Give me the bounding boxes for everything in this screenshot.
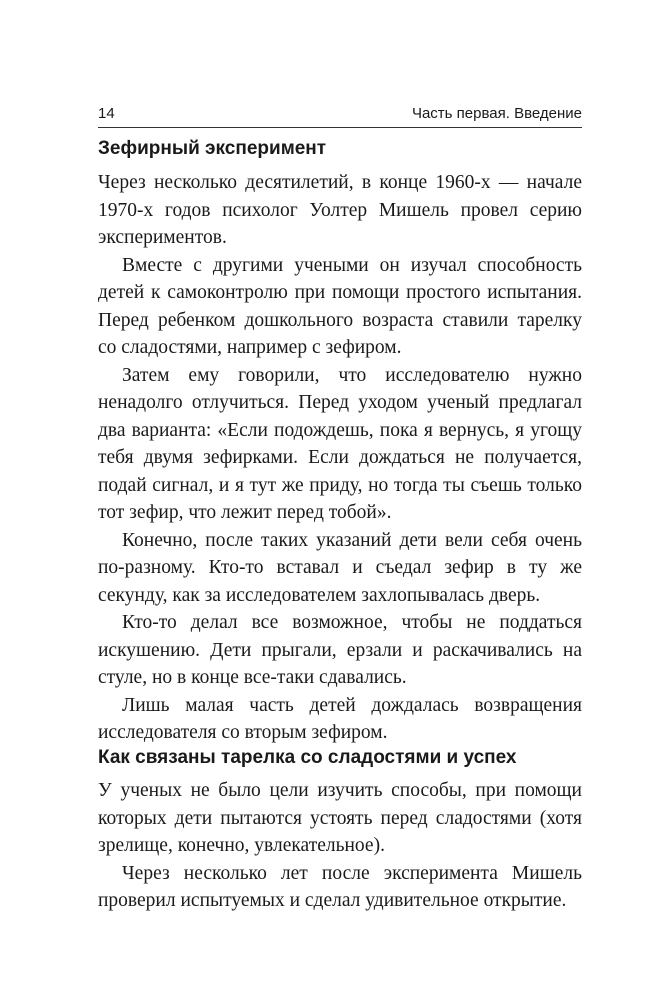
section-heading: Как связаны тарелка со сладостями и успех [98, 747, 517, 768]
paragraph: Через несколько лет после эксперимента Мишель проверил испытуемых и сделал удивительное открытие. [98, 862, 582, 911]
paragraph: Затем ему говорили, что исследователю нужно ненадолго отлучиться. Перед уходом ученый предлагал два варианта: «Если подождешь, пока я вернусь, я угощу тебя двумя зефирками. Если дождаться не получается, подай сигнал, и я тут же приду, но тогда ты съешь только тот зефир, что лежит перед тобой». [98, 364, 582, 523]
section-body [98, 777, 582, 915]
page-number: 14 [98, 105, 115, 122]
running-head [98, 101, 582, 128]
section-heading: Зефирный эксперимент [98, 138, 327, 159]
paragraph: Лишь малая часть детей дождалась возвращения исследователя со вторым зефиром. [98, 694, 582, 743]
section-body [98, 169, 582, 747]
paragraph: Через несколько десятилетий, в конце 1960-х — начале 1970-х годов психолог Уолтер Мишель провел серию экспериментов. [98, 172, 582, 248]
paragraph: Вместе с другими учеными он изучал способность детей к самоконтролю при помощи простого испытания. Перед ребенком дошкольного возраста ставили тарелку со сладостями, например с зефиром. [98, 254, 582, 358]
chapter-title: Часть первая. Введение [411, 105, 582, 122]
paragraph: У ученых не было цели изучить способы, при помощи которых дети пытаются устоять перед сладостями (хотя зрелище, конечно, увлекательное). [98, 780, 582, 856]
paragraph: Конечно, после таких указаний дети вели себя очень по-разному. Кто-то вставал и съедал зефир в ту же секунду, как за исследователем захлопывалась дверь. [98, 529, 582, 606]
paragraph: Кто-то делал все возможное, чтобы не поддаться искушению. Дети прыгали, ерзали и раскачивались на стуле, но в конце все-таки сдавались. [98, 612, 582, 688]
